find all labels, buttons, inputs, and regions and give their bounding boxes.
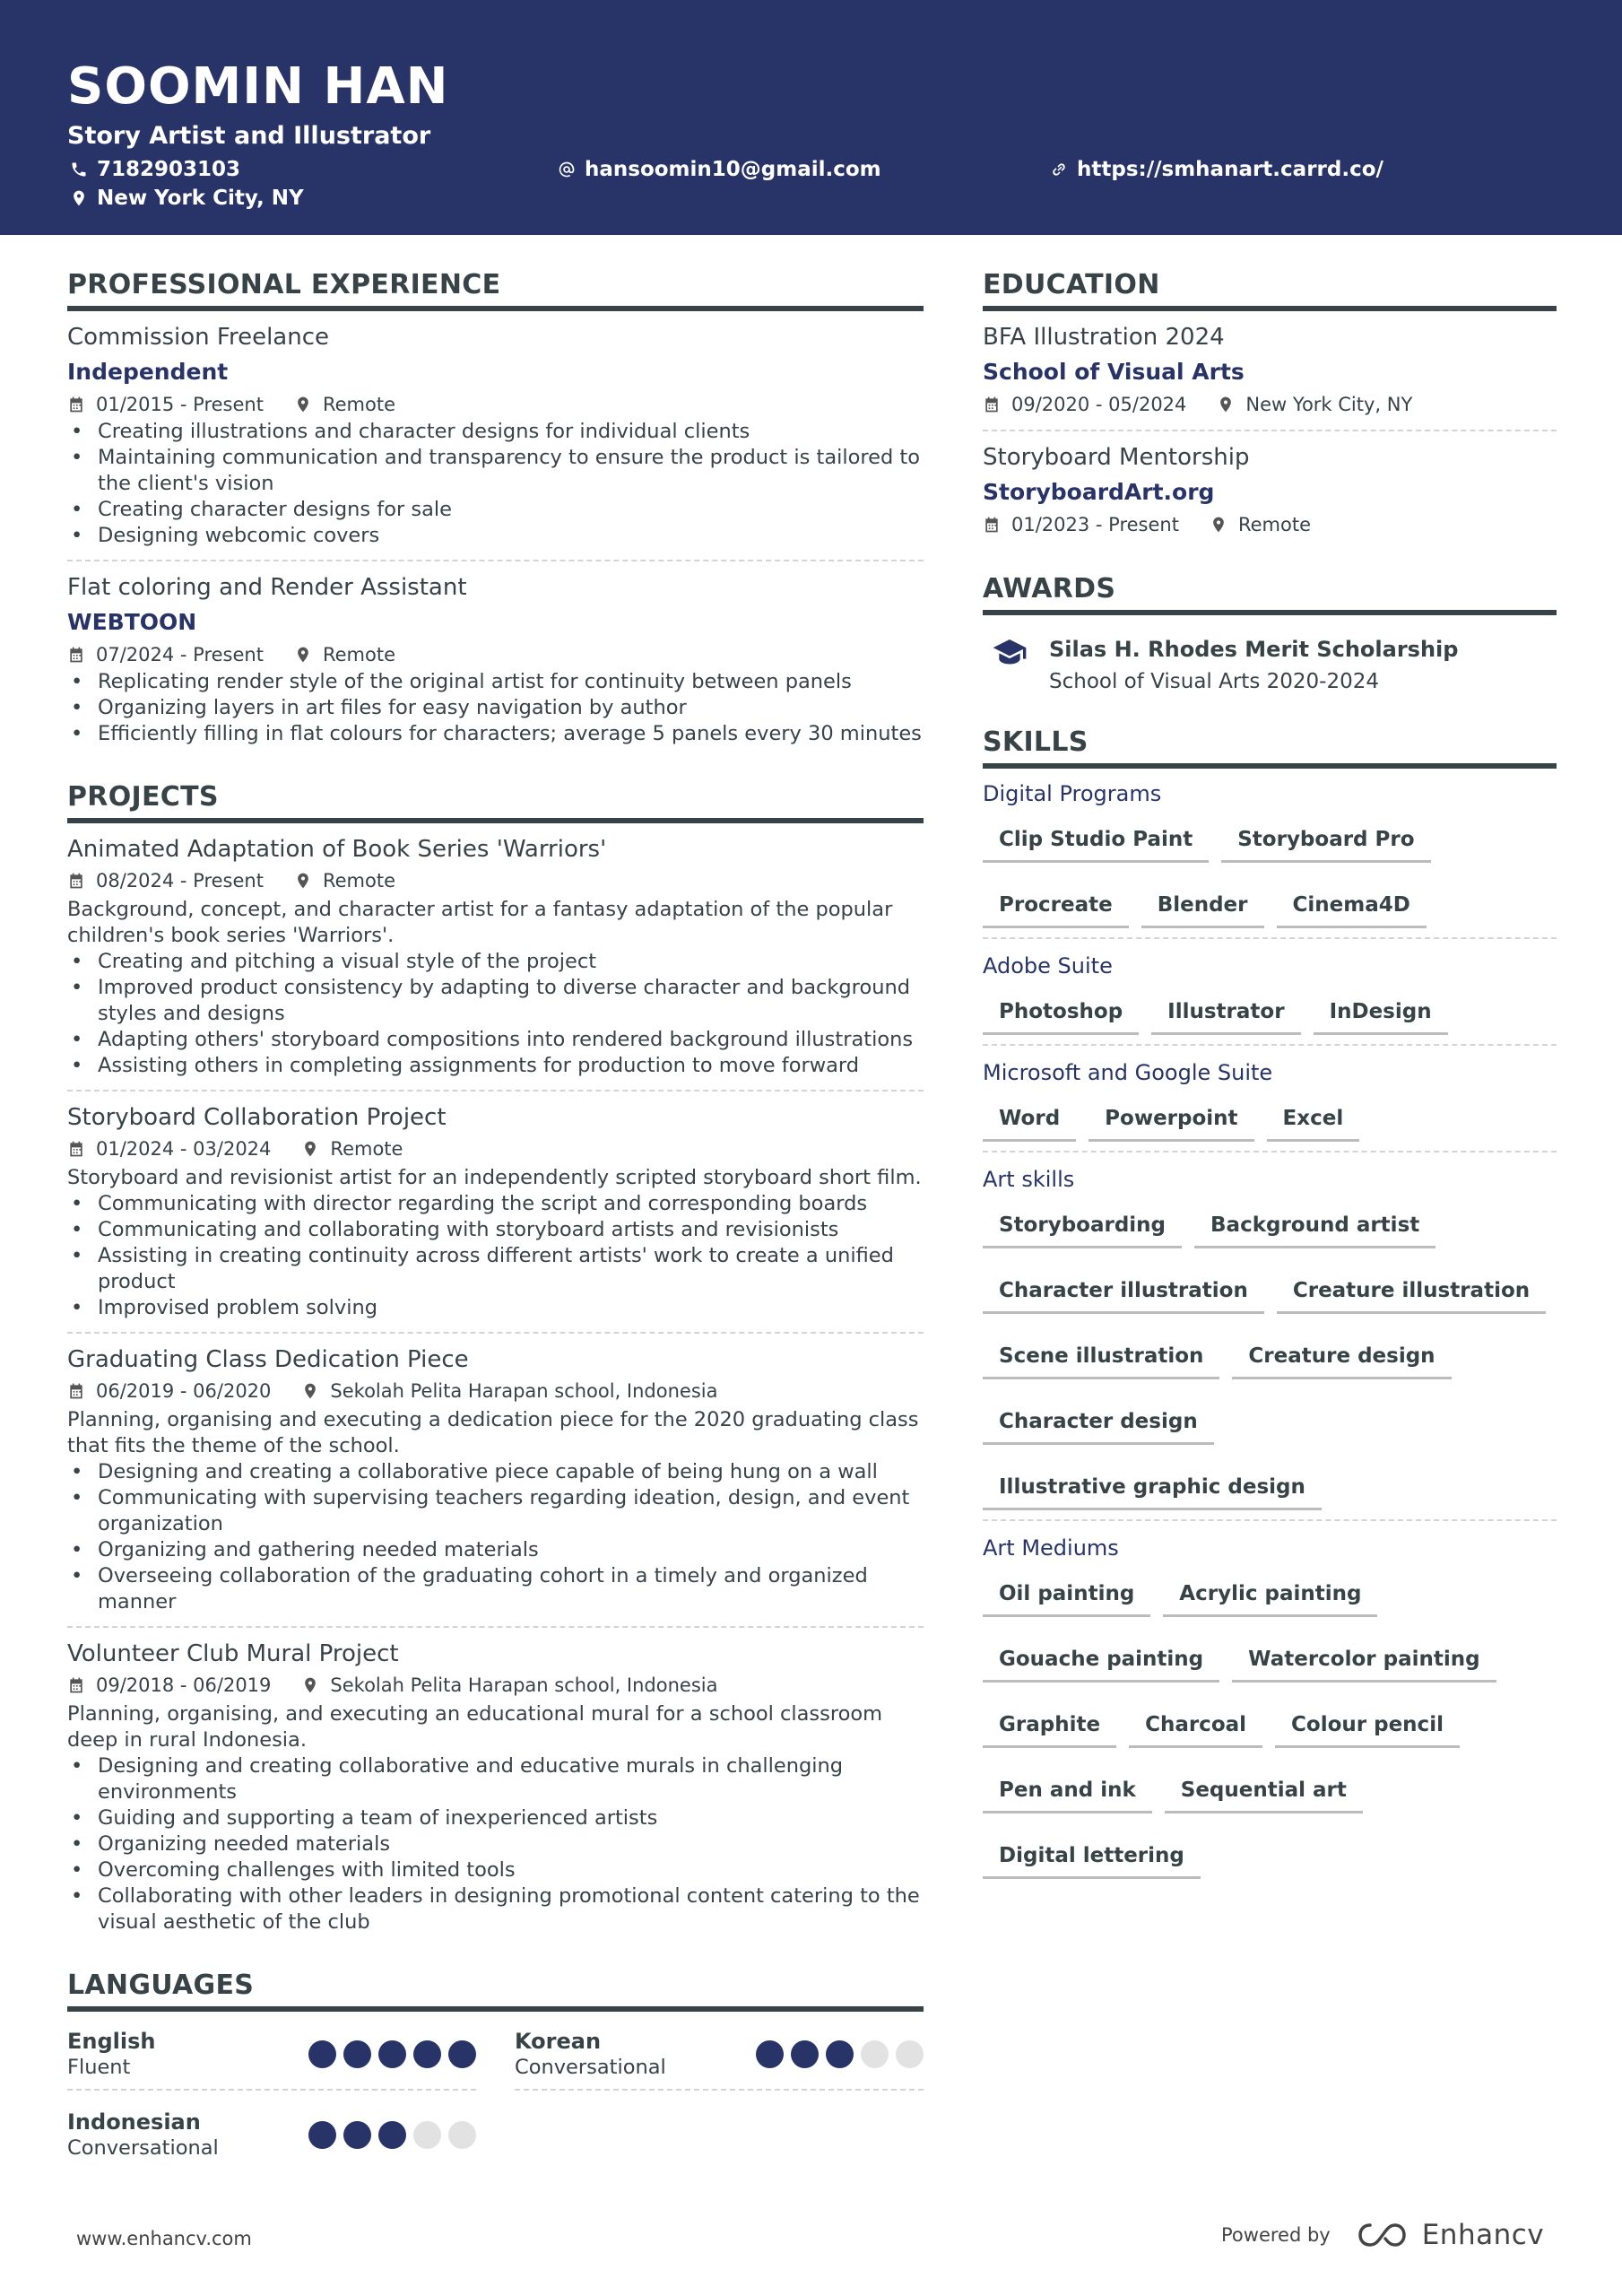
job-title: Flat coloring and Render Assistant: [67, 574, 467, 601]
location-pin-icon: [301, 1676, 319, 1694]
bullet-list: [67, 1191, 924, 1321]
at-icon: [558, 161, 576, 178]
bullet-item: • Improvised problem solving: [67, 1295, 924, 1321]
skill-group: [983, 778, 1557, 939]
skill-tag: Storyboard Pro: [1221, 821, 1430, 863]
rating-dot-empty: [896, 2040, 924, 2068]
section-title: LANGUAGES: [67, 1970, 924, 2012]
bullet-item: • Collaborating with other leaders in designing promotional content catering to the visual aesthetic of the club: [67, 1883, 924, 1935]
right-column: [983, 269, 1557, 1911]
brand-logo: [1357, 2219, 1544, 2251]
languages-section: [67, 1970, 924, 2180]
language-name: English: [67, 2029, 156, 2054]
bullet-list: [67, 949, 924, 1079]
skill-tag: Colour pencil: [1275, 1706, 1460, 1748]
footer-branding[interactable]: [1221, 2219, 1544, 2251]
project-title: Animated Adaptation of Book Series 'Warriors': [67, 836, 607, 863]
section-title: PROJECTS: [67, 781, 924, 823]
skills-section: [983, 726, 1557, 1888]
date-range: 01/2023 - Present: [1011, 514, 1179, 535]
bullet-item: • Communicating and collaborating with storyboard artists and revisionists: [67, 1217, 924, 1243]
bullet-item: • Replicating render style of the original artist for continuity between panels: [67, 669, 924, 695]
job-title: Commission Freelance: [67, 324, 330, 351]
skill-group-name: Adobe Suite: [983, 953, 1113, 978]
skill-tag: Powerpoint: [1089, 1100, 1253, 1142]
rating-dot-filled: [378, 2040, 406, 2068]
bullet-item: • Designing and creating collaborative and educative murals in challenging environments: [67, 1753, 924, 1805]
skill-tag: Storyboarding: [983, 1206, 1182, 1248]
language-item: [67, 2101, 476, 2170]
education-entry: [983, 320, 1557, 431]
footer-website-link[interactable]: www.enhancv.com: [76, 2228, 252, 2249]
website-text: https://smhanart.carrd.co/: [1077, 158, 1383, 181]
language-rating: [756, 2040, 924, 2068]
skill-tag: Blender: [1141, 886, 1264, 928]
rating-dot-filled: [756, 2040, 784, 2068]
skill-tag: Oil painting: [983, 1575, 1150, 1617]
location-pin-icon: [301, 1382, 319, 1400]
company-name: WEBTOON: [67, 609, 197, 635]
skill-tag: Procreate: [983, 886, 1129, 928]
language-level: Fluent: [67, 2056, 131, 2079]
language-rating: [308, 2040, 476, 2068]
skill-tags: [983, 1575, 1557, 1879]
entry-meta: [67, 1377, 924, 1405]
projects-section: [67, 781, 924, 1946]
entry-location: Remote: [322, 394, 395, 415]
location-text: New York City, NY: [97, 187, 304, 210]
left-column: [67, 269, 924, 2204]
bullet-list: [67, 1753, 924, 1935]
date-range: 08/2024 - Present: [96, 870, 264, 891]
bullet-list: [67, 1459, 924, 1615]
skill-group-name: Art skills: [983, 1167, 1075, 1192]
entry-meta: [983, 390, 1557, 419]
contact-phone[interactable]: [70, 158, 240, 181]
project-entry: [67, 832, 924, 1091]
bullet-item: • Guiding and supporting a team of inexperienced artists: [67, 1805, 924, 1831]
email-text: hansoomin10@gmail.com: [585, 158, 881, 181]
rating-dot-empty: [413, 2121, 441, 2149]
language-rating: [308, 2121, 476, 2149]
bullet-item: • Designing webcomic covers: [67, 523, 924, 549]
language-item: [515, 2021, 924, 2091]
rating-dot-filled: [343, 2040, 371, 2068]
project-entry: [67, 1343, 924, 1628]
project-entry: [67, 1637, 924, 1946]
skill-tag: Sequential art: [1165, 1771, 1363, 1813]
skill-tag: Clip Studio Paint: [983, 821, 1209, 863]
date-range: 01/2015 - Present: [96, 394, 264, 415]
skill-group-name: Digital Programs: [983, 781, 1162, 806]
project-title: Graduating Class Dedication Piece: [67, 1346, 469, 1373]
skill-tags: [983, 1100, 1557, 1142]
school-name: School of Visual Arts: [983, 359, 1245, 385]
link-icon: [1050, 161, 1068, 178]
date-range: 09/2020 - 05/2024: [1011, 394, 1187, 415]
calendar-icon: [67, 396, 85, 413]
skill-tag: Creature illustration: [1277, 1272, 1546, 1314]
date-range: 06/2019 - 06/2020: [96, 1380, 272, 1402]
location-pin-icon: [301, 1140, 319, 1158]
bullet-item: • Organizing and gathering needed materials: [67, 1537, 924, 1563]
award-subtitle: School of Visual Arts 2020-2024: [1049, 670, 1379, 693]
skill-tag: Creature design: [1232, 1337, 1451, 1379]
languages-grid: [67, 2021, 924, 2180]
date-range: 01/2024 - 03/2024: [96, 1138, 272, 1160]
experience-entry: [67, 320, 924, 561]
skill-group: [983, 1532, 1557, 1888]
calendar-icon: [983, 396, 1001, 413]
rating-dot-filled: [791, 2040, 819, 2068]
bullet-item: • Improved product consistency by adapting to diverse character and background styles and designs: [67, 975, 924, 1027]
company-name: Independent: [67, 359, 229, 385]
entry-location: Sekolah Pelita Harapan school, Indonesia: [330, 1674, 718, 1696]
skill-group-name: Art Mediums: [983, 1535, 1119, 1561]
bullet-item: • Overseeing collaboration of the graduating cohort in a timely and organized manner: [67, 1563, 924, 1615]
language-item: [67, 2021, 476, 2091]
education-entry: [983, 440, 1557, 550]
skill-tag: Pen and ink: [983, 1771, 1152, 1813]
rating-dot-empty: [448, 2121, 476, 2149]
skill-tag: Excel: [1267, 1100, 1360, 1142]
skill-tag: Charcoal: [1129, 1706, 1262, 1748]
award-title: Silas H. Rhodes Merit Scholarship: [1049, 637, 1459, 662]
calendar-icon: [67, 646, 85, 664]
brand-name: Enhancv: [1421, 2219, 1545, 2251]
bullet-item: • Efficiently filling in flat colours for characters; average 5 panels every 30 minutes: [67, 721, 924, 747]
project-entry: [67, 1100, 924, 1334]
candidate-name: SOOMIN HAN: [67, 57, 449, 116]
bullet-item: • Creating illustrations and character designs for individual clients: [67, 419, 924, 445]
entry-meta: [67, 1671, 924, 1700]
bullet-item: • Assisting in creating continuity across different artists' work to create a unified product: [67, 1243, 924, 1295]
degree-title: BFA Illustration 2024: [983, 324, 1225, 351]
rating-dot-filled: [308, 2040, 336, 2068]
rating-dot-empty: [861, 2040, 889, 2068]
entry-meta: [67, 640, 924, 669]
bullet-item: • Maintaining communication and transparency to ensure the product is tailored to the client's vision: [67, 445, 924, 497]
language-level: Conversational: [515, 2056, 666, 2079]
contact-email[interactable]: [558, 158, 881, 181]
skill-group: [983, 1057, 1557, 1152]
entry-location: New York City, NY: [1245, 394, 1413, 415]
skill-tag: Watercolor painting: [1232, 1640, 1496, 1683]
location-pin-icon: [70, 189, 88, 207]
location-pin-icon: [1217, 396, 1235, 413]
bullet-item: • Communicating with director regarding the script and corresponding boards: [67, 1191, 924, 1217]
skill-group: [983, 1163, 1557, 1521]
award-item: [983, 624, 1557, 703]
entry-location: Sekolah Pelita Harapan school, Indonesia: [330, 1380, 718, 1402]
entry-location: Remote: [322, 870, 395, 891]
location-pin-icon: [294, 396, 312, 413]
experience-entry: [67, 570, 924, 758]
skill-tag: Acrylic painting: [1163, 1575, 1377, 1617]
bullet-item: • Creating and pitching a visual style of the project: [67, 949, 924, 975]
experience-section: [67, 269, 924, 758]
project-description: Storyboard and revisionist artist for an independently scripted storyboard short film.: [67, 1166, 922, 1189]
rating-dot-filled: [343, 2121, 371, 2149]
entry-location: Remote: [322, 644, 395, 665]
skill-tags: [983, 1206, 1557, 1510]
skill-group-name: Microsoft and Google Suite: [983, 1060, 1273, 1085]
bullet-item: • Assisting others in completing assignments for production to move forward: [67, 1053, 924, 1079]
candidate-title: Story Artist and Illustrator: [67, 122, 431, 150]
calendar-icon: [67, 1676, 85, 1694]
project-description: Background, concept, and character artist for a fantasy adaptation of the popular children's book series 'Warriors'.: [67, 898, 893, 947]
skill-tag: Scene illustration: [983, 1337, 1219, 1379]
entry-meta: [67, 866, 924, 895]
skill-tag: Character illustration: [983, 1272, 1264, 1314]
location-pin-icon: [1210, 516, 1227, 534]
skill-tag: Digital lettering: [983, 1837, 1201, 1879]
rating-dot-filled: [413, 2040, 441, 2068]
skill-tag: Illustrator: [1151, 993, 1300, 1035]
bullet-item: • Overcoming challenges with limited tools: [67, 1857, 924, 1883]
calendar-icon: [67, 872, 85, 890]
entry-meta: [67, 390, 924, 419]
skill-tag: InDesign: [1314, 993, 1448, 1035]
rating-dot-filled: [448, 2040, 476, 2068]
project-description: Planning, organising and executing a dedication piece for the 2020 graduating class that fits the theme of the school.: [67, 1408, 919, 1457]
bullet-item: • Creating character designs for sale: [67, 497, 924, 523]
bullet-item: • Communicating with supervising teachers regarding ideation, design, and event organization: [67, 1485, 924, 1537]
skill-tag: Word: [983, 1100, 1076, 1142]
calendar-icon: [983, 516, 1001, 534]
date-range: 09/2018 - 06/2019: [96, 1674, 272, 1696]
section-title: PROFESSIONAL EXPERIENCE: [67, 269, 924, 311]
phone-icon: [70, 161, 88, 178]
language-level: Conversational: [67, 2136, 219, 2160]
education-section: [983, 269, 1557, 550]
degree-title: Storyboard Mentorship: [983, 444, 1250, 471]
bullet-list: [67, 419, 924, 549]
skill-tag: Illustrative graphic design: [983, 1468, 1322, 1510]
rating-dot-filled: [826, 2040, 854, 2068]
skill-tag: Cinema4D: [1277, 886, 1427, 928]
bullet-item: • Organizing layers in art files for easy navigation by author: [67, 695, 924, 721]
project-description: Planning, organising, and executing an educational mural for a school classroom deep in rural Indonesia.: [67, 1702, 883, 1752]
section-title: SKILLS: [983, 726, 1557, 769]
rating-dot-filled: [308, 2121, 336, 2149]
skill-tag: Background artist: [1194, 1206, 1436, 1248]
contact-location: [70, 187, 304, 210]
section-title: EDUCATION: [983, 269, 1557, 311]
entry-meta: [983, 510, 1557, 539]
skill-tag: Character design: [983, 1403, 1214, 1445]
calendar-icon: [67, 1140, 85, 1158]
location-pin-icon: [294, 872, 312, 890]
language-name: Korean: [515, 2029, 602, 2054]
location-pin-icon: [294, 646, 312, 664]
project-title: Volunteer Club Mural Project: [67, 1640, 399, 1667]
entry-location: Remote: [1237, 514, 1311, 535]
awards-section: [983, 573, 1557, 703]
section-title: AWARDS: [983, 573, 1557, 615]
resume-header: [0, 0, 1622, 235]
skill-group: [983, 950, 1557, 1046]
rating-dot-filled: [378, 2121, 406, 2149]
bullet-item: • Designing and creating a collaborative piece capable of being hung on a wall: [67, 1459, 924, 1485]
skill-tags: [983, 821, 1557, 928]
project-title: Storyboard Collaboration Project: [67, 1104, 447, 1131]
skill-tag: Gouache painting: [983, 1640, 1219, 1683]
entry-meta: [67, 1135, 924, 1163]
bullet-item: • Adapting others' storyboard compositions into rendered background illustrations: [67, 1027, 924, 1053]
calendar-icon: [67, 1382, 85, 1400]
skill-tag: Photoshop: [983, 993, 1139, 1035]
entry-location: Remote: [330, 1138, 403, 1160]
skill-tag: Graphite: [983, 1706, 1116, 1748]
graduation-cap-icon: [992, 635, 1028, 671]
school-name: StoryboardArt.org: [983, 479, 1215, 505]
contact-website[interactable]: [1050, 158, 1383, 181]
skill-tags: [983, 993, 1557, 1035]
bullet-list: [67, 669, 924, 747]
date-range: 07/2024 - Present: [96, 644, 264, 665]
powered-by-label: Powered by: [1221, 2224, 1331, 2246]
phone-text: 7182903103: [97, 158, 241, 181]
language-name: Indonesian: [67, 2109, 201, 2135]
enhancv-logo-icon: [1357, 2220, 1413, 2250]
bullet-item: • Organizing needed materials: [67, 1831, 924, 1857]
